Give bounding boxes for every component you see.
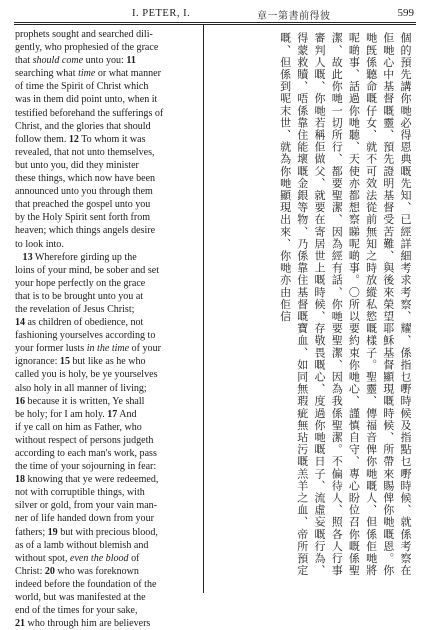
english-text-line: without spot, even the blood of	[15, 552, 140, 564]
english-text-line: announced unto you through them	[15, 186, 153, 198]
english-text-line: was in them did point unto, when it	[15, 94, 158, 106]
english-text-line: that is to be brought unto you at	[15, 290, 144, 302]
english-text-line: according to each man's work, pass	[15, 448, 157, 459]
english-text-line: the time of your sojourning in fear:	[15, 461, 157, 473]
english-text-line: fashioning yourselves according to	[15, 330, 156, 342]
english-text-line: 21 who through him are believers	[15, 618, 151, 630]
english-text-line: 14 as children of obedience, not	[15, 317, 144, 329]
english-text-line: loins of your mind, be sober and set	[15, 264, 159, 276]
chinese-text-column-segment: 流虛妄嘅行為、得蒙救贖、唔係靠住能壞嘅金銀等物、乃係靠住基督嘅寶血、如同無瑕疵無玷污嘅羔羊之血、	[295, 32, 326, 577]
column-divider	[203, 25, 204, 593]
chinese-running-title: 章一第書前得彼	[257, 11, 331, 22]
english-text-line: these things, which now have been	[15, 173, 156, 185]
english-text-line: testified beforehand the sufferings of	[15, 107, 164, 119]
english-running-title: I. PETER, I.	[132, 8, 191, 19]
english-text-line: the revelation of Jesus Christ;	[15, 303, 135, 315]
english-text-line: that should come unto you: 11	[15, 55, 136, 67]
header-rule-thin	[14, 24, 416, 25]
english-text-line: end of the times for your sake,	[15, 605, 138, 617]
chinese-text-column-segment: 個的預先講你哋必得恩典嘅先知、已經詳細考求考察、	[399, 32, 412, 323]
english-text-line: 16 because it is written, Ye shall	[15, 395, 145, 407]
english-text-line: if ye call on him as Father, who	[15, 421, 142, 433]
english-text-line: of time the Spirit of Christ which	[15, 81, 149, 93]
english-text-line: fathers; 19 but with precious blood,	[15, 526, 158, 538]
chinese-text-column-segment: 望耶穌基督顯現嘅時候、所帶來賜俾你哋嘅恩。你哋旣係聽命嘅仔女、就不可效法從前無知之時放縱私慾嘅樣子。	[364, 32, 395, 577]
english-text-line: prophets sought and searched dili-	[15, 29, 153, 40]
page-header	[14, 6, 414, 22]
english-text-line: silver or gold, from your vain man-	[15, 500, 158, 512]
english-text-line: Christ, and the glories that should	[15, 120, 151, 132]
english-text-line: by the Holy Spirit sent forth from	[15, 212, 151, 224]
english-text-line: follow them. 12 To whom it was	[15, 133, 146, 145]
english-text-line: ignorance: 15 but like as he who	[15, 356, 146, 368]
english-text-line: world, but was manifested at the	[15, 592, 146, 604]
english-text-line: your hope perfectly on the grace	[15, 277, 146, 289]
chinese-text-column-segment: 位召你嘅係聖潔、故此你哋一切所行、都要聖潔、因為經有話、你哋要聖潔、因為我係聖潔。	[330, 32, 361, 577]
english-text-line: heaven; which things angels desire	[15, 225, 156, 237]
english-text-line: 13 Wherefore girding up the	[22, 251, 137, 263]
chinese-text-column-segment: 帝所預定嘅、但係到呢末世、就為你哋顯現出來、你哋亦由佢信	[278, 32, 309, 577]
english-text-line: your former lusts in the time of your	[15, 343, 161, 355]
english-text-line: gently, who prophesied of the grace	[15, 42, 159, 54]
english-text-line: indeed before the foundation of the	[15, 578, 157, 590]
english-text-column	[15, 28, 198, 630]
english-text-line: be holy; for I am holy. 17 And	[15, 408, 137, 420]
header-rule	[14, 22, 416, 23]
english-text-line: 18 knowing that ye were redeemed,	[15, 474, 159, 486]
english-text-line: that preached the gospel unto you	[15, 199, 151, 211]
english-text-line: to look into.	[15, 238, 64, 250]
english-text-line: but unto you, did they minister	[15, 159, 139, 171]
chinese-text-column-segment: 聖靈、傳福音俾你哋嘅人、但係佢哋將呢啲事、話過你哋聽、天使亦都想察睇呢啲事。	[347, 32, 378, 577]
english-text-line: as of a lamb without blemish and	[15, 539, 149, 551]
english-text-line: not with corruptible things, with	[15, 487, 145, 499]
english-text-line: without respect of persons judgeth	[15, 434, 154, 446]
english-text-line: called you is holy, be ye yourselves	[15, 369, 158, 381]
english-text-line: Christ: 20 who was foreknown	[15, 565, 139, 577]
chinese-text-column-segment: 耀、係指乜嘢時候及指點乜嘢時候、就係考察在佢哋心中基督嘅靈、預先證明基督受苦難、與後來榮	[381, 32, 412, 577]
chinese-text-column	[208, 32, 414, 587]
english-text-line: searching what time or what manner	[15, 68, 161, 80]
english-text-line: also holy in all manner of living;	[15, 382, 147, 394]
page-number: 599	[397, 7, 414, 19]
chinese-text-column-segment: 不偏待人、照各人行事審判人嘅、你哋若稱佢做父、就要在寄居世上嘅時候、存敬畏嘅心、度過你哋嘅日子、	[312, 32, 344, 577]
english-text-line: revealed, that not unto themselves,	[15, 146, 155, 158]
english-text-line: ner of life handed down from your	[15, 513, 154, 525]
chinese-text-column-segment: 〇所以要約束你哋心、謹慎自守、專心盼	[347, 286, 361, 504]
